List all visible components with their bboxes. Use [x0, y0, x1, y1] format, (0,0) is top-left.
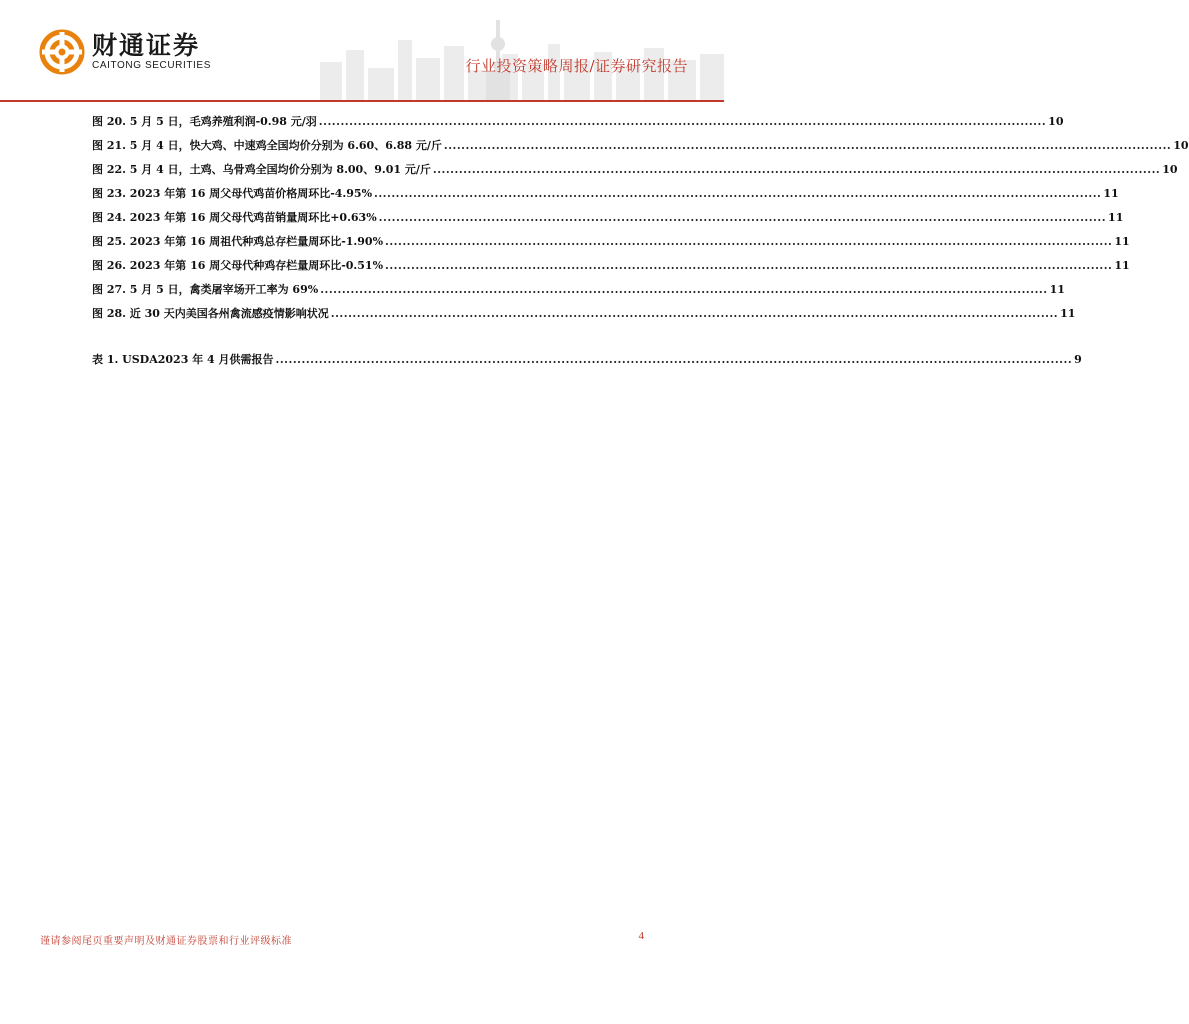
- page-header: [0, 0, 724, 104]
- toc-entry[interactable]: [92, 282, 1065, 298]
- toc-entry-page: 11: [1060, 307, 1076, 320]
- toc-entry-page: 11: [1049, 283, 1065, 296]
- toc-leader-dots: ........................................................................................................................................................................: [374, 187, 1102, 200]
- company-logo: [40, 30, 211, 74]
- logo-english-name: CAITONG SECURITIES: [92, 60, 211, 71]
- toc-leader-dots: ........................................................................................................................................................................: [385, 259, 1113, 272]
- toc-entry[interactable]: [92, 162, 1178, 178]
- caitong-logo-icon: [40, 30, 84, 74]
- toc-entry[interactable]: [92, 352, 1082, 368]
- toc-leader-dots: ........................................................................................................................................................................: [378, 211, 1107, 224]
- toc-entry-label: 图 26. 2023 年第 16 周父母代种鸡存栏量周环比-0.51%: [92, 259, 384, 272]
- toc-entry-page: 11: [1108, 211, 1124, 224]
- toc-leader-dots: ........................................................................................................................................................................: [432, 163, 1161, 176]
- footer-disclaimer: 谨请参阅尾页重要声明及财通证券股票和行业评级标准: [40, 936, 292, 947]
- toc-entry[interactable]: [92, 138, 1189, 154]
- toc-entry-page: 11: [1114, 259, 1130, 272]
- toc-entry-page: 9: [1074, 353, 1082, 366]
- toc-entry-label: 图 24. 2023 年第 16 周父母代鸡苗销量周环比+0.63%: [92, 211, 377, 224]
- toc-entry[interactable]: [92, 186, 1119, 202]
- toc-leader-dots: ........................................................................................................................................................................: [318, 115, 1047, 128]
- toc-entry-page: 10: [1162, 163, 1178, 176]
- toc-entry-page: 10: [1173, 139, 1189, 152]
- toc-leader-dots: ........................................................................................................................................................................: [320, 283, 1048, 296]
- toc-entry-page: 11: [1114, 235, 1130, 248]
- page-number: 4: [638, 930, 644, 942]
- toc-entry[interactable]: [92, 306, 1076, 322]
- toc-entry-label: 图 28. 近 30 天内美国各州禽流感疫情影响状况: [92, 307, 329, 320]
- toc-entry-page: 10: [1048, 115, 1064, 128]
- header-divider: [0, 100, 724, 102]
- toc-entry-label: 图 23. 2023 年第 16 周父母代鸡苗价格周环比-4.95%: [92, 187, 373, 200]
- toc-entry-page: 11: [1103, 187, 1119, 200]
- toc-entry[interactable]: [92, 234, 1130, 250]
- toc-entry-label: 图 25. 2023 年第 16 周祖代种鸡总存栏量周环比-1.90%: [92, 235, 384, 248]
- toc-entry-label: 图 21. 5 月 4 日，快大鸡、中速鸡全国均价分别为 6.60、6.88 元/斤: [92, 139, 442, 152]
- toc-entry-label: 图 27. 5 月 5 日，禽类屠宰场开工率为 69%: [92, 283, 319, 296]
- logo-chinese-name: 财通证券: [92, 31, 201, 60]
- toc-leader-dots: ........................................................................................................................................................................: [443, 139, 1172, 152]
- toc-leader-dots: ........................................................................................................................................................................: [330, 307, 1059, 320]
- toc-entry[interactable]: [92, 114, 1064, 130]
- toc-entry-label: 图 22. 5 月 4 日，土鸡、乌骨鸡全国均价分别为 8.00、9.01 元/斤: [92, 163, 431, 176]
- report-type-title: 行业投资策略周报/证券研究报告: [465, 57, 688, 75]
- toc-entry-label: 表 1. USDA2023 年 4 月供需报告: [92, 353, 274, 366]
- toc-leader-dots: ........................................................................................................................................................................................: [275, 353, 1073, 366]
- toc-entry[interactable]: [92, 258, 1130, 274]
- toc-entry[interactable]: [92, 210, 1124, 226]
- toc-leader-dots: ........................................................................................................................................................................: [385, 235, 1113, 248]
- toc-entry-label: 图 20. 5 月 5 日，毛鸡养殖利润-0.98 元/羽: [92, 115, 317, 128]
